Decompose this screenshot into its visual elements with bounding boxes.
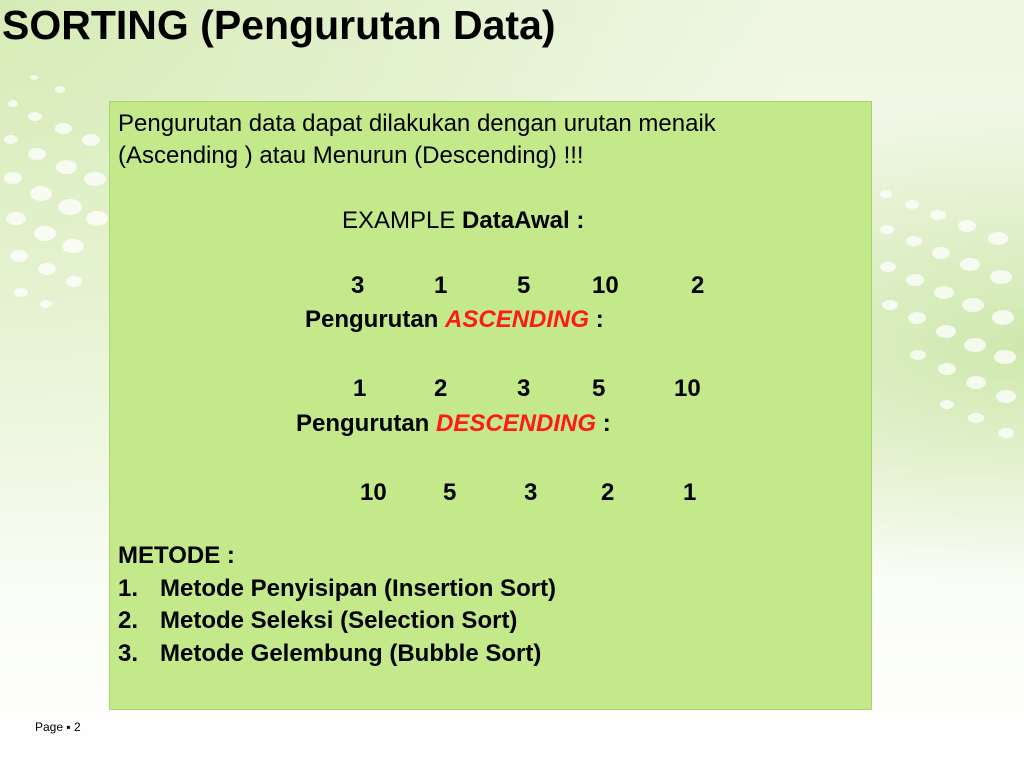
data-awal-value: 5 — [517, 272, 531, 299]
descending-value: 3 — [524, 479, 538, 506]
intro-line-1: Pengurutan data dapat dilakukan dengan urutan menaik — [118, 110, 716, 137]
descending-value: 5 — [443, 479, 457, 506]
ascending-value: 5 — [592, 375, 606, 402]
ascending-suffix: : — [589, 306, 604, 333]
page-number: Page ▪ 2 — [35, 720, 81, 734]
list-item-label: Metode Seleksi (Selection Sort) — [160, 607, 518, 634]
list-number: 1. — [118, 575, 139, 602]
data-awal-value: 3 — [351, 272, 365, 299]
list-number: 2. — [118, 607, 139, 634]
descending-prefix: Pengurutan — [296, 410, 437, 437]
list-item-label: Metode Gelembung (Bubble Sort) — [160, 640, 542, 667]
ascending-value: 2 — [434, 375, 448, 402]
example-label: DataAwal : — [462, 207, 585, 234]
descending-value: 10 — [360, 479, 387, 506]
descending-suffix: : — [596, 410, 611, 437]
data-awal-value: 2 — [691, 272, 705, 299]
ascending-prefix: Pengurutan — [305, 306, 446, 333]
ascending-value: 3 — [517, 375, 531, 402]
example-line — [342, 207, 584, 235]
intro-line-2: (Ascending ) atau Menurun (Descending) !!! — [118, 142, 584, 169]
ascending-value: 1 — [353, 375, 367, 402]
list-item-label: Metode Penyisipan (Insertion Sort) — [160, 575, 557, 602]
example-prefix: EXAMPLE — [342, 207, 463, 234]
descending-heading — [296, 410, 611, 438]
ascending-value: 10 — [674, 375, 701, 402]
slide-title: SORTING (Pengurutan Data) — [2, 2, 556, 48]
ascending-heading — [305, 306, 604, 334]
data-awal-value: 1 — [434, 272, 448, 299]
metode-heading: METODE : — [118, 542, 235, 569]
descending-value: 2 — [601, 479, 615, 506]
list-number: 3. — [118, 640, 139, 667]
ascending-keyword: ASCENDING — [445, 306, 590, 333]
data-awal-value: 10 — [592, 272, 619, 299]
descending-value: 1 — [683, 479, 697, 506]
descending-keyword: DESCENDING — [436, 410, 597, 437]
